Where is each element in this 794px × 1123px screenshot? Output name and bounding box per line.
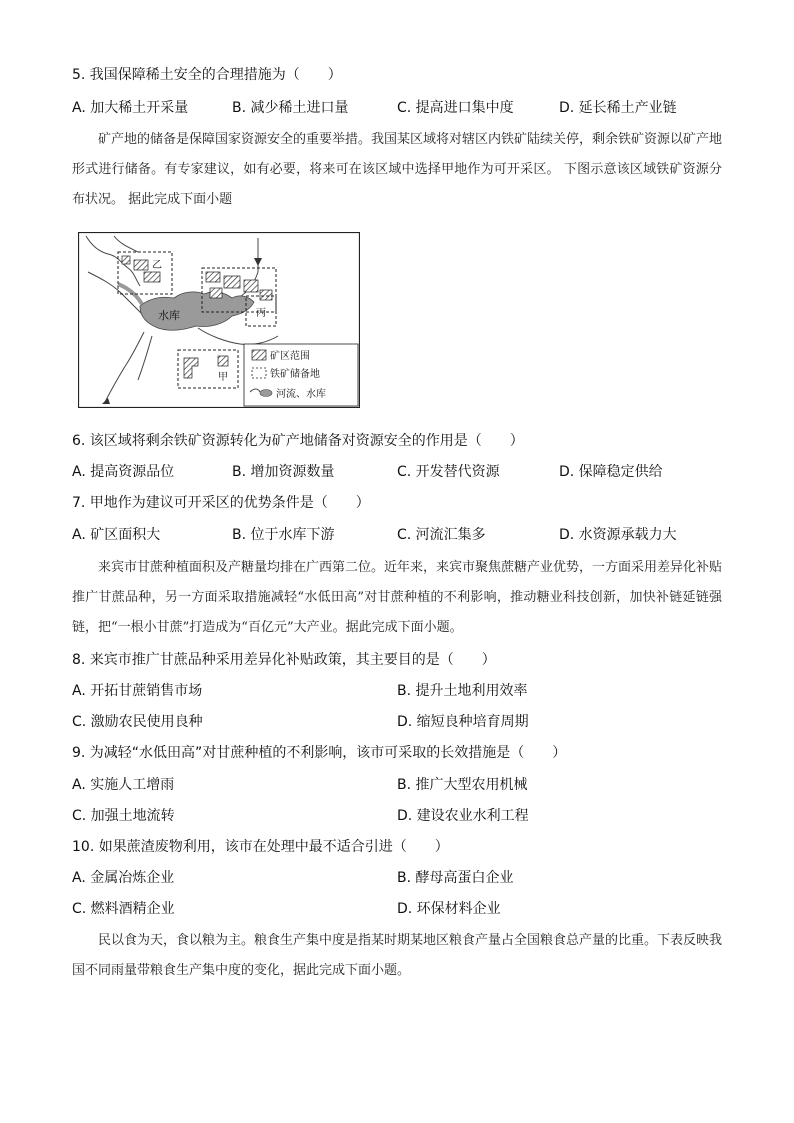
mine-area bbox=[206, 272, 220, 282]
q5-option-b: B. 减少稀土进口量 bbox=[232, 100, 349, 116]
legend-reservoir-swatch bbox=[260, 390, 272, 397]
q8-option-b: B. 提升土地利用效率 bbox=[397, 683, 528, 699]
mine-area bbox=[260, 290, 272, 300]
q6-option-c: C. 开发替代资源 bbox=[397, 464, 500, 480]
passage-grain-production-text: 民以食为天，食以粮为主。粮食生产集中度是指某时期某地区粮食产量占全国粮食总产量的比重。下表反映我国不同雨量带粮食生产集中度的变化，据此完成下面小题。 bbox=[72, 933, 723, 978]
q7-option-a: A. 矿区面积大 bbox=[72, 527, 161, 543]
q7-option-c: C. 河流汇集多 bbox=[397, 527, 486, 543]
q7-option-b: B. 位于水库下游 bbox=[232, 527, 335, 543]
q6-option-a: A. 提高资源品位 bbox=[72, 464, 175, 480]
mine-area bbox=[244, 280, 258, 292]
q8-option-c: C. 激励农民使用良种 bbox=[72, 714, 203, 730]
mine-area bbox=[224, 276, 240, 288]
mine-area bbox=[218, 356, 228, 366]
legend-river-label: 河流、水库 bbox=[276, 389, 326, 400]
q8-stem: 8. 来宾市推广甘蔗品种采用差异化补贴政策，其主要目的是（ ） bbox=[72, 652, 496, 668]
q5-option-c: C. 提高进口集中度 bbox=[397, 100, 514, 116]
q9-option-a: A. 实施人工增雨 bbox=[72, 777, 175, 793]
q5-option-a: A. 加大稀土开采量 bbox=[72, 100, 189, 116]
label-jia: 甲 bbox=[218, 372, 228, 383]
legend-mine-label: 矿区范围 bbox=[270, 351, 310, 362]
q7-option-d: D. 水资源承载力大 bbox=[559, 527, 677, 543]
q5-stem: 5. 我国保障稀土安全的合理措施为（ ） bbox=[72, 67, 342, 83]
passage-mineral-reserve bbox=[72, 125, 722, 215]
mine-area bbox=[210, 288, 222, 298]
q10-option-d: D. 环保材料企业 bbox=[397, 901, 501, 917]
q6-option-d: D. 保障稳定供给 bbox=[559, 464, 663, 480]
q6-option-b: B. 增加资源数量 bbox=[232, 464, 335, 480]
q9-option-d: D. 建设农业水利工程 bbox=[397, 808, 529, 824]
mine-area bbox=[122, 256, 130, 264]
q7-stem: 7. 甲地作为建议可开采区的优势条件是（ ） bbox=[72, 495, 370, 511]
q9-option-b: B. 推广大型农用机械 bbox=[397, 777, 528, 793]
q10-option-b: B. 酵母高蛋白企业 bbox=[397, 870, 514, 886]
label-yi: 乙 bbox=[152, 260, 162, 271]
q6-stem: 6. 该区域将剩余铁矿资源转化为矿产地储备对资源安全的作用是（ ） bbox=[72, 433, 524, 449]
label-bing: 丙 bbox=[256, 308, 266, 319]
legend-mine-swatch bbox=[252, 350, 266, 360]
q10-stem: 10. 如果蔗渣废物利用，该市在处理中最不适合引进（ ） bbox=[72, 839, 449, 855]
passage-sugarcane bbox=[72, 553, 722, 643]
passage-sugarcane-text: 来宾市甘蔗种植面积及产糖量均排在广西第二位。近年来，来宾市聚焦蔗糖产业优势，一方面采用差异化补贴推广甘蔗品种，另一方面采取措施减轻“水低田高”对甘蔗种植的不利影响，推动糖业科技创新，加快补链延链强链，把“一根小甘蔗”打造成为“百亿元”大产业。据此完成下面小题。 bbox=[72, 560, 723, 635]
q8-option-d: D. 缩短良种培育周期 bbox=[397, 714, 529, 730]
reservoir-label: 水库 bbox=[158, 309, 180, 322]
q5-option-d: D. 延长稀土产业链 bbox=[559, 100, 677, 116]
iron-ore-distribution-map bbox=[78, 232, 360, 408]
q9-stem: 9. 为减轻“水低田高”对甘蔗种植的不利影响，该市可采取的长效措施是（ ） bbox=[72, 745, 567, 761]
passage-mineral-reserve-text: 矿产地的储备是保障国家资源安全的重要举措。我国某区域将对辖区内铁矿陆续关停，剩余铁矿资源以矿产地形式进行储备。有专家建议，如有必要，将来可在该区域中选择甲地作为可开采区。 下图示意该区域铁矿资源分布状况。 据此完成下面小题 bbox=[72, 132, 723, 207]
q10-option-c: C. 燃料酒精企业 bbox=[72, 901, 175, 917]
q10-option-a: A. 金属冶炼企业 bbox=[72, 870, 175, 886]
q9-option-c: C. 加强土地流转 bbox=[72, 808, 175, 824]
mine-area bbox=[144, 272, 160, 282]
legend-reserve-label: 铁矿储备地 bbox=[270, 369, 320, 380]
q8-option-a: A. 开拓甘蔗销售市场 bbox=[72, 683, 203, 699]
mine-area bbox=[134, 260, 148, 270]
passage-grain-production bbox=[72, 926, 722, 986]
